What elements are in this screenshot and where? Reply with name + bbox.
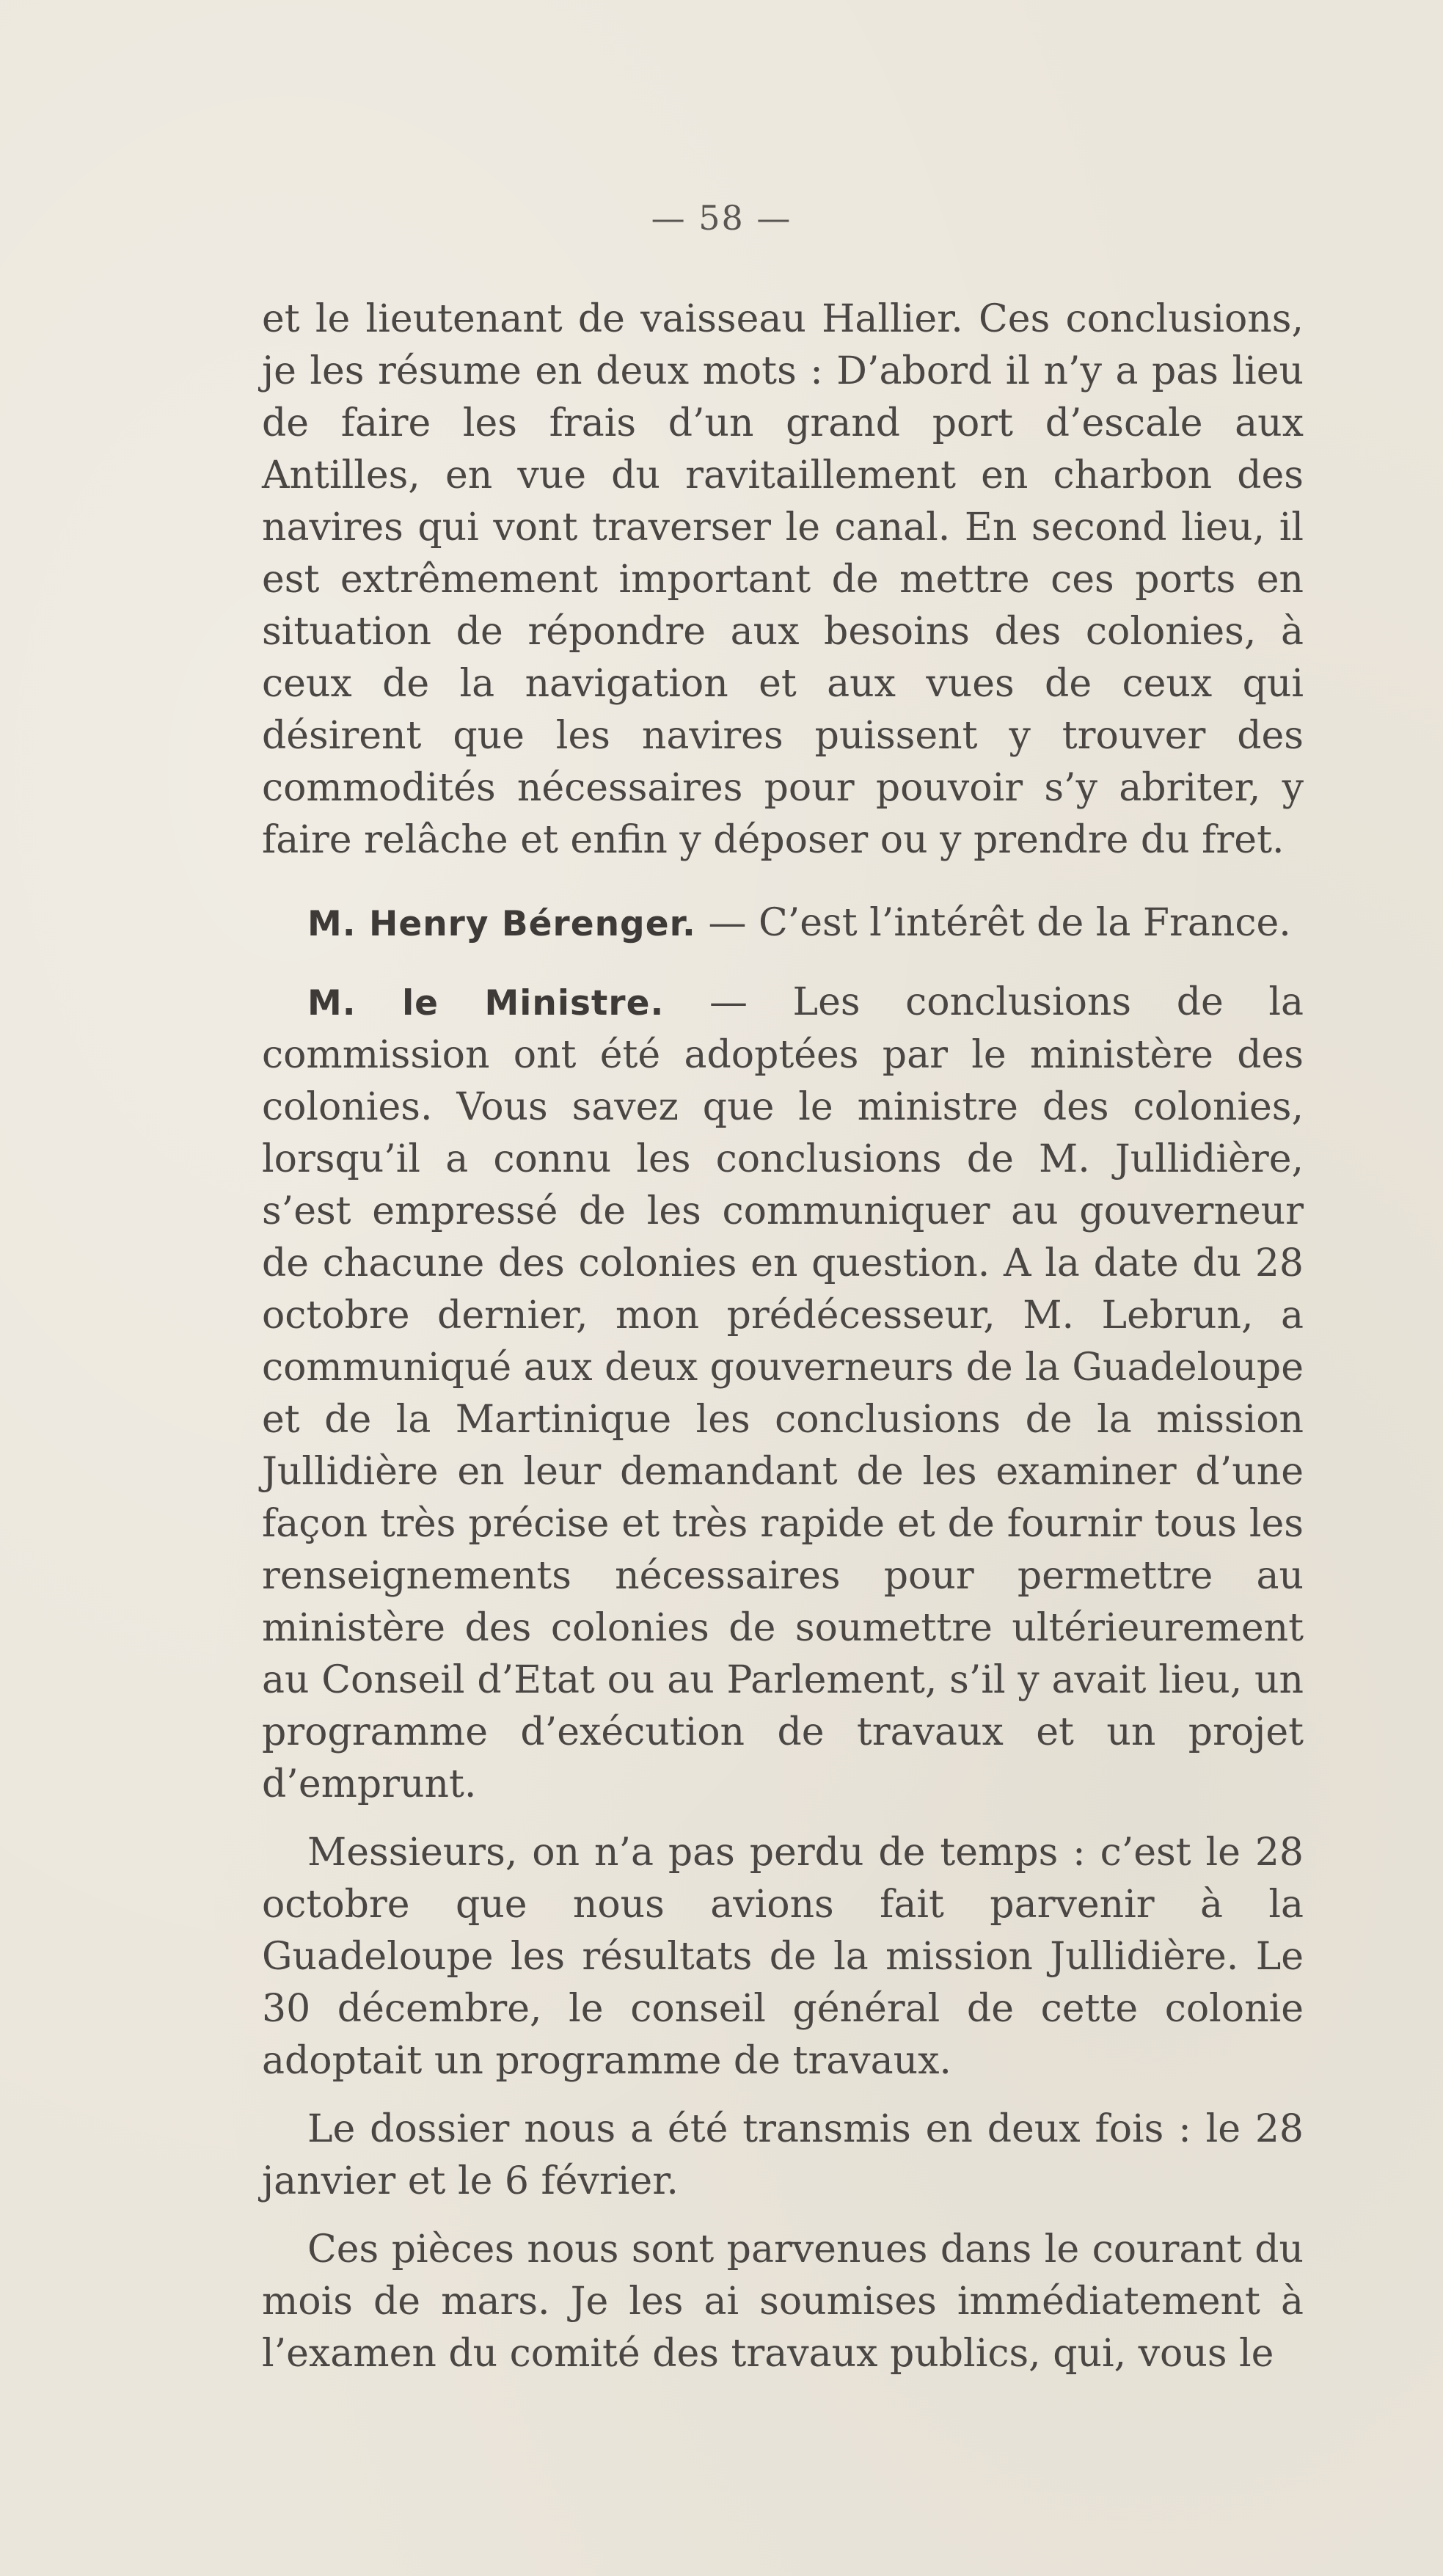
- speaker-name: M. Henry Bérenger.: [307, 904, 696, 944]
- body-text: [262, 293, 1304, 2380]
- speech-text: — Les conclusions de la commission ont été adoptées par le ministère des colonies. Vous savez que le ministre des colonies, lorsqu’il a connu les conclusions de M. Jullidière, s’est empressé de les communiquer au gouverneur de chacune des colonies en question. A la date du 28 octobre dernier, mon prédécesseur, M. Lebrun, a communiqué aux deux gouverneurs de la Guadeloupe et de la Martinique les conclusions de la mission Jullidière en leur demandant de les examiner d’une façon très précise et très rapide et de fournir tous les renseignements nécessaires pour permettre au ministère des colonies de soumettre ultérieurement au Conseil d’Etat ou au Parlement, s’il y avait lieu, un programme d’exécution de travaux et un projet d’emprunt.: [262, 980, 1304, 1806]
- paragraph-4: Messieurs, on n’a pas perdu de temps : c’est le 28 octobre que nous avions fait parvenir à la Guadeloupe les résultats de la mission Jullidière. Le 30 décembre, le conseil général de cette colonie adoptait un programme de travaux.: [262, 1831, 1304, 2083]
- paragraph-5: Le dossier nous a été transmis en deux fois : le 28 janvier et le 6 février.: [262, 2107, 1304, 2203]
- paragraph-1: et le lieutenant de vaisseau Hallier. Ces conclusions, je les résume en deux mots : D’abord il n’y a pas lieu de faire les frais d’un grand port d’escale aux Antilles, en vue du ravitaillement en charbon des navires qui vont traverser le canal. En second lieu, il est extrêmement important de mettre ces ports en situation de répondre aux besoins des colonies, à ceux de la navigation et aux vues de ceux qui désirent que les navires puissent y trouver des commodités nécessaires pour pouvoir s’y abriter, y faire relâche et enfin y déposer ou y prendre du fret.: [262, 297, 1304, 862]
- speech-text: — C’est l’intérêt de la France.: [708, 901, 1291, 945]
- speaker-name: M. le Ministre.: [307, 983, 665, 1024]
- paragraph-2: [262, 897, 1304, 950]
- page-number: — 58 —: [651, 198, 792, 238]
- paragraph-6: Ces pièces nous sont parvenues dans le courant du mois de mars. Je les ai soumises immédiatement à l’examen du comité des travaux publics, qui, vous le: [262, 2227, 1304, 2376]
- paragraph-3: [262, 977, 1304, 1811]
